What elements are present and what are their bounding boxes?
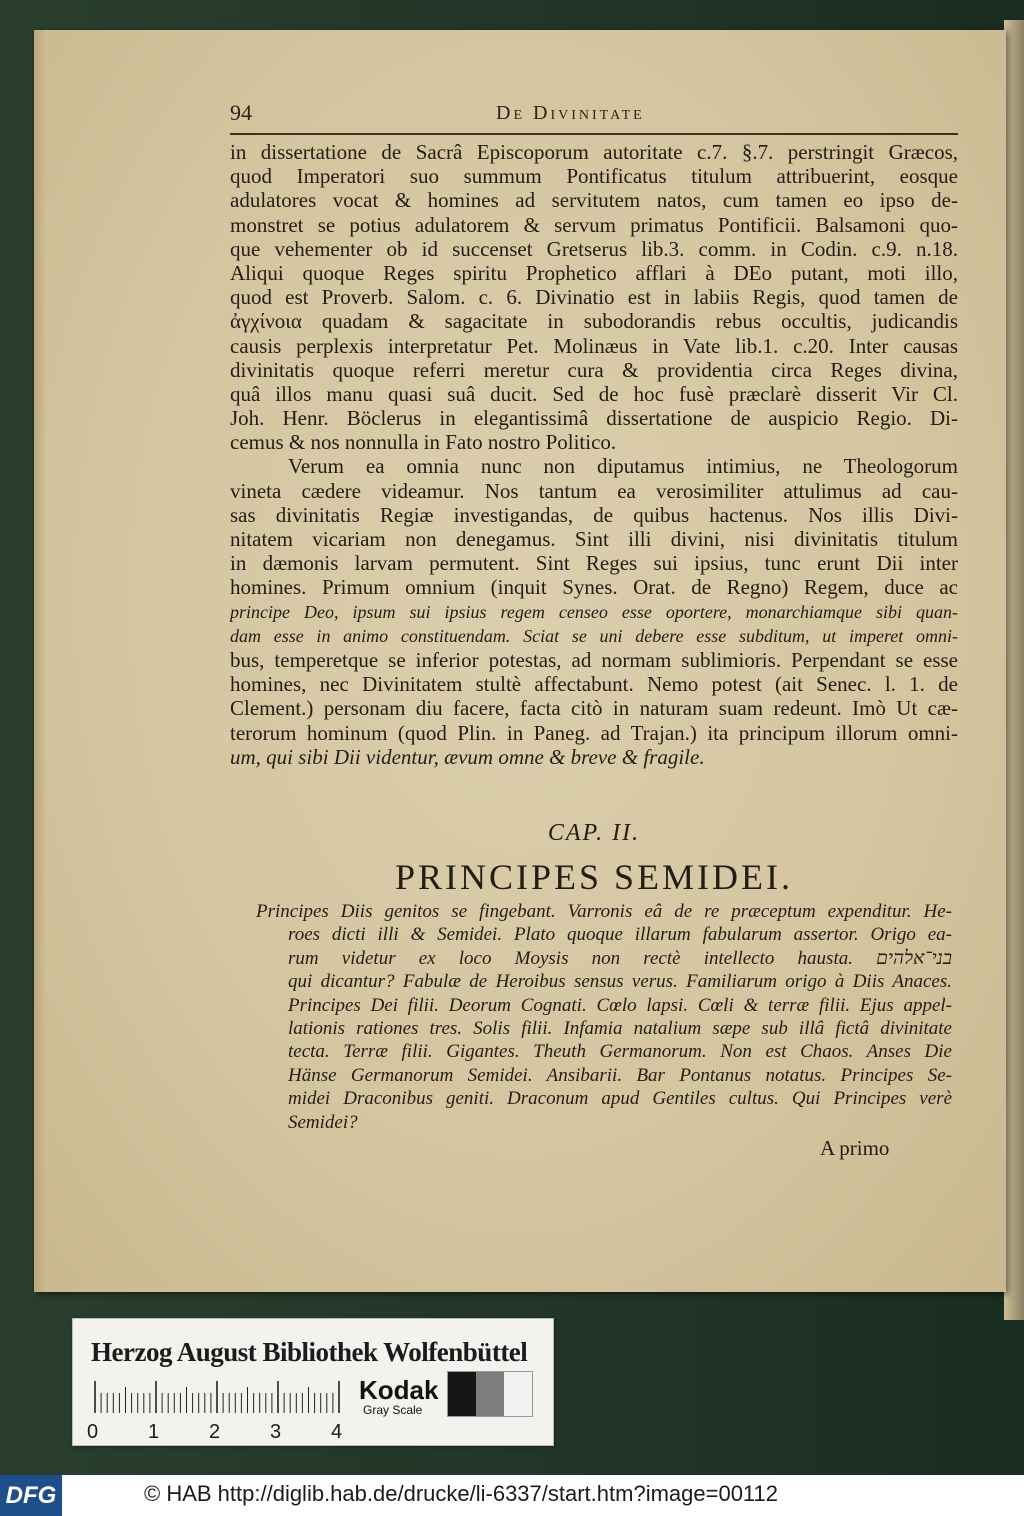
body-line: causis perplexis interpretatur Pet. Molinæus in Vate lib.1. c.20. Inter causas: [230, 333, 958, 358]
body-line: divinitatis quoque referri meretur cura & providentia circa Reges divina,: [230, 357, 958, 382]
page-shadow: [34, 30, 46, 1292]
body-line: in dissertatione de Sacrâ Episcoporum autoritate c.7. §.7. perstringit Græcos,: [230, 140, 958, 164]
chapter-summary: [256, 900, 952, 1134]
gray-swatches: [447, 1371, 533, 1417]
summary-line: Principes Dei filii. Deorum Cognati. Cœlo lapsi. Cœli & terræ filii. Ejus appel-: [288, 994, 952, 1016]
body-line: Clement.) personam diu facere, facta citò in naturam suam redeunt. Imò Ut cæ-: [230, 696, 958, 721]
kodak-logo: Kodak: [359, 1375, 439, 1405]
body-line: Joh. Henr. Böclerus in elegantissimâ dissertatione de auspicio Regio. Di-: [230, 406, 958, 431]
body-line: in dæmonis larvam permutent. Sint Reges sui ipsius, tunc erunt Dii inter: [230, 551, 958, 576]
body-line: adulatores vocat & homines ad servitutem natos, cum tamen eo ipso de-: [230, 188, 958, 213]
header-rule: [230, 133, 958, 135]
chapter-title: PRINCIPES SEMIDEI.: [394, 857, 794, 897]
ruler-number: 2: [209, 1421, 221, 1443]
summary-line: Semidei?: [288, 1111, 358, 1133]
body-line: quâ illos manu quasi suâ ducit. Sed de hoc fusè præclarè disserit Vir Cl.: [230, 381, 958, 406]
summary-line: tecta. Terræ filii. Gigantes. Theuth Germanorum. Non est Chaos. Anses Die: [288, 1041, 952, 1063]
gray-scale-label: Gray Scale: [363, 1403, 423, 1417]
ruler-ticks: [91, 1379, 341, 1415]
body-line: homines. Primum omnium (inquit Synes. Orat. de Regno) Regem, duce ac: [230, 575, 958, 600]
body-line: que vehementer ob id succenset Gretserus lib.3. comm. in Codin. c.9. n.18.: [230, 236, 958, 261]
facing-page-edge: [1004, 20, 1024, 1320]
body-line: sas divinitatis Regiæ investigandas, de quibus hactenus. Nos illis Divi-: [230, 502, 958, 527]
summary-line: midei Draconibus geniti. Draconum apud Gentiles cultus. Qui Principes verè: [288, 1088, 952, 1110]
page-number: 94: [230, 100, 252, 125]
running-title: De Divinitate: [496, 102, 645, 124]
copyright-url[interactable]: © HAB http://diglib.hab.de/drucke/li-6337/start.htm?image=00112: [144, 1481, 779, 1506]
page-header: [230, 100, 960, 134]
ruler-number: 3: [270, 1421, 282, 1443]
swatch-gray: [476, 1372, 504, 1416]
ruler-number: 0: [87, 1421, 99, 1443]
body-line: Verum ea omnia nunc non diputamus intimius, ne Theologorum: [288, 454, 958, 479]
summary-line: roes dicti illi & Semidei. Plato quoque illarum fabularum assertor. Origo ea-: [288, 924, 952, 946]
body-line: vineta cædere videamur. Nos tantum ea verosimiliter attulimus ad cau-: [230, 478, 958, 503]
body-line: Aliqui quoque Reges spiritu Prophetico afflari à DEo putant, moti illo,: [230, 260, 958, 285]
summary-line: Hänse Germanorum Semidei. Ansibarii. Bar Pontanus notatus. Principes Se-: [288, 1064, 952, 1086]
body-line: dam esse in animo constituendam. Sciat se uni debere esse subditum, ut imperet omni-: [230, 625, 958, 646]
footer-bar: [0, 1475, 1024, 1516]
body-line: quod est Proverb. Salom. c. 6. Divinatio est in labiis Regis, quod tamen de: [230, 285, 958, 310]
body-line: bus, temperetque se inferior potestas, ad normam sublimioris. Perpendant se esse: [230, 647, 958, 672]
summary-line: rum videtur ex loco Moysis non rectè intellecto hausta. בני־אלהים: [288, 947, 952, 969]
summary-line: lationis rationes tres. Solis filii. Infamia natalium sæpe sub illâ fictâ divinitate: [288, 1017, 952, 1039]
body-line: homines, nec Divinitatem stultè affectabunt. Nemo potest (ait Senec. l. 1. de: [230, 672, 958, 697]
summary-line: Principes Diis genitos se fingebant. Varronis eâ de re præceptum expenditur. He-: [256, 901, 952, 922]
body-line: terorum hominum (quod Plin. in Paneg. ad Trajan.) ita principum illorum omni-: [230, 720, 958, 745]
summary-line: qui dicantur? Fabulæ de Heroibus sensus verus. Familiarum origo à Diis Anaces.: [288, 971, 952, 993]
swatch-black: [448, 1372, 476, 1416]
body-line: um, qui sibi Dii videntur, ævum omne & breve & fragile.: [230, 744, 705, 769]
body-line: quod Imperatori suo summum Pontificatus titulum attribuerint, eosque: [230, 164, 958, 189]
body-line: ἀγχίνοια quadam & sagacitate in subodorandis rebus occultis, judicandis: [230, 309, 958, 334]
ruler-number: 1: [148, 1421, 160, 1443]
swatch-white: [504, 1372, 532, 1416]
scale-ruler: [91, 1379, 341, 1415]
library-color-card: [72, 1318, 554, 1446]
body-text: [230, 140, 958, 769]
body-line: cemus & nos nonnulla in Fato nostro Politico.: [230, 430, 617, 455]
chapter-label: CAP. II.: [547, 820, 641, 846]
body-line: principe Deo, ipsum sui ipsius regem censeo esse oportere, monarchiamque sibi quan-: [230, 601, 958, 622]
catchword: A primo: [820, 1136, 890, 1160]
ruler-number: 4: [331, 1421, 343, 1443]
body-line: nitatem vicariam non denegamus. Sint illi divini, nisi divinitatis titulum: [230, 527, 958, 551]
library-name: Herzog August Bibliothek Wolfenbüttel: [91, 1337, 528, 1367]
body-line: monstret se potius adulatorem & servum primatus Pontificii. Balsamoni quo-: [230, 212, 958, 237]
dfg-logo: DFG: [0, 1475, 62, 1516]
